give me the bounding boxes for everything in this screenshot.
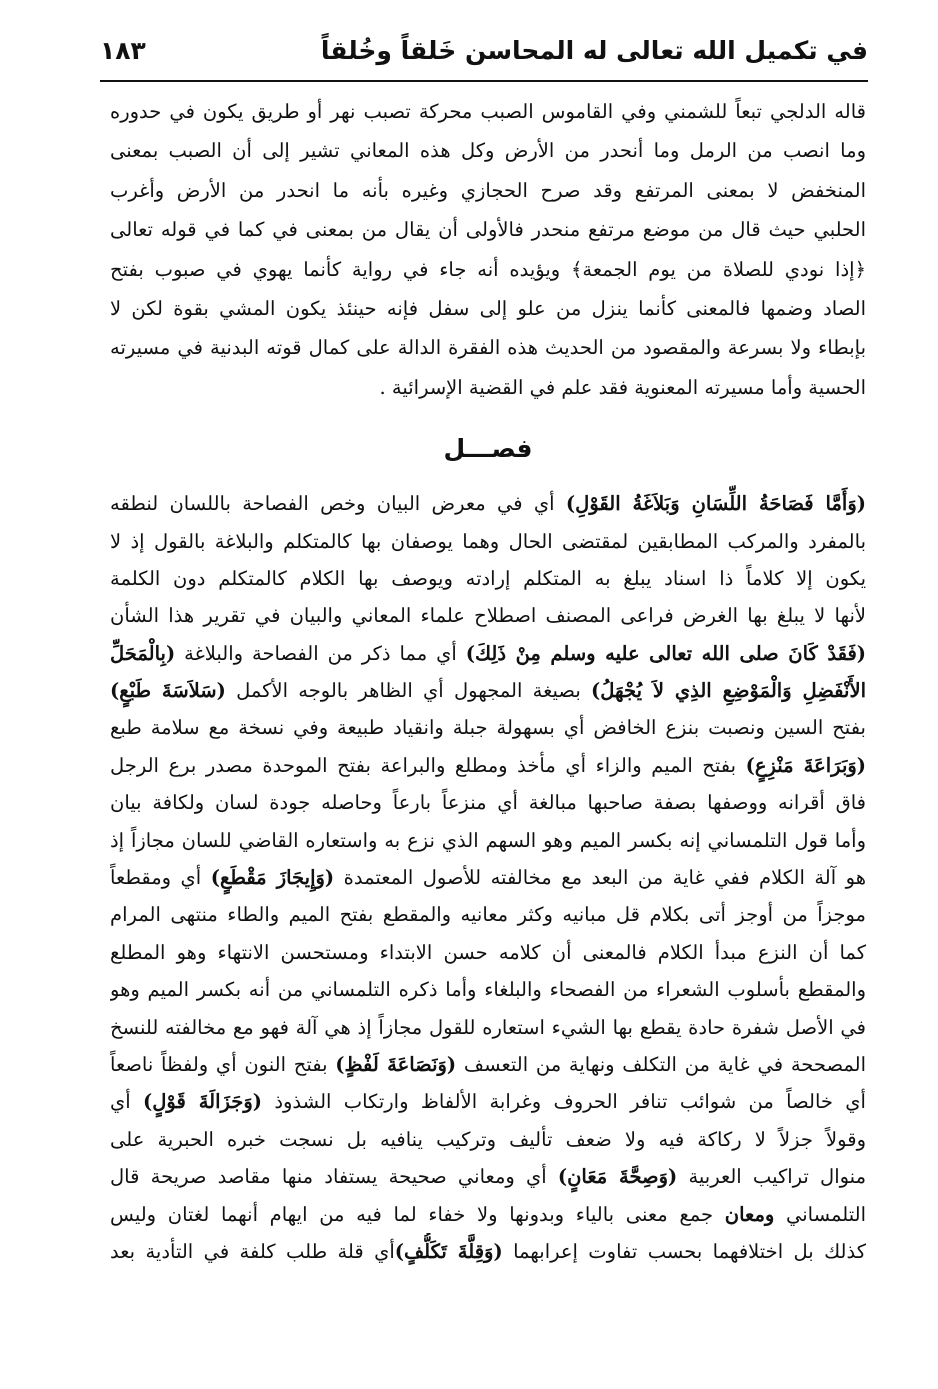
- text-line: قاله الدلجي تبعاً للشمني وفي القاموس الصبب محركة تصبب نهر أو طريق يكون في حدوره: [110, 100, 866, 123]
- commentary-text: أي قلة طلب كلفة في التأدية بعد: [110, 1239, 395, 1263]
- text-line: [110, 485, 866, 522]
- quoted-text: (وَنَصَاعَةَ لَفْظٍ): [335, 1052, 457, 1076]
- commentary-text: لأنها لا يبلغ بها الغرض فراعى المصنف اصطلاح علماء المعاني والبيان في تقرير هذا الشأن: [110, 604, 866, 628]
- text-line: [110, 896, 866, 933]
- commentary-text: فاق أقرانه ووصفها بصفة صاحبها مبالغة أي منزعاً بارعاً وحاصله جودة لسان ولكافة بيان: [110, 791, 866, 815]
- quoted-text: (سَلاَسَةَ طَبْعٍ): [110, 679, 226, 703]
- text-line: [110, 597, 866, 634]
- text-line: [110, 1046, 866, 1083]
- commentary-text: بفتح السين ونصبت بنزع الخافض أي بسهولة جبلة وانقياد طبيعة وفي نسخة مع سلامة طبع: [110, 716, 866, 740]
- quoted-text: (بِالْمَحَلِّ: [110, 641, 176, 665]
- commentary-text: موجزاً من أوجز أتى بكلام قل مبانيه وكثر معانيه والمقطع بفتح الميم والطاء منتهى المرام: [110, 903, 866, 927]
- page-number: ١٨٣: [100, 35, 146, 65]
- quoted-text: (وَقِلَّةَ تَكَلُّفٍ): [394, 1239, 503, 1263]
- section-heading: فصـــل: [443, 434, 533, 464]
- text-line: [110, 1233, 866, 1270]
- commentary-text: أي خالصاً من شوائب تنافر الحروف وغرابة الألفاظ وارتكاب الشذوذ: [262, 1090, 866, 1114]
- commentary-text: والمقطع بأسلوب الشعراء من الفصحاء والبلغاء وأما ذكره التلمساني من أنه بكسر الميم وهو: [110, 978, 866, 1002]
- text-line: [110, 672, 866, 709]
- quoted-text: (وَجَزَالَةَ قَوْلٍ): [143, 1090, 262, 1114]
- page-header: [100, 22, 868, 78]
- quoted-text: ومعان: [724, 1202, 775, 1226]
- quoted-text: الأَنْفَضِلِ وَالْمَوْضِعِ الذِي لاَ يُجْهَلُ): [591, 679, 866, 703]
- commentary-text: أي: [110, 1090, 144, 1114]
- commentary-text: بالمفرد والمركب المطابقين لمقتضى الحال وهما يوصفان بها كالمتكلم والبلاغة بالقول إذ لا: [110, 529, 866, 553]
- quoted-text: (وَصِحَّةَ مَعَانٍ): [557, 1165, 678, 1189]
- commentary-text: أي في معرض البيان وخص الفصاحة باللسان لنطقه: [110, 492, 566, 516]
- text-line: [110, 1083, 866, 1120]
- text-line: وما انصب من الرمل وما أنحدر من الأرض وكل هذه المعاني تشير إلى أن الصبب بمعنى: [110, 139, 866, 163]
- text-line: [110, 1121, 866, 1158]
- text-line: [110, 822, 866, 859]
- commentary-text: منوال تراكيب العربية: [677, 1165, 866, 1189]
- body-text: [110, 92, 866, 1270]
- commentary-text: بفتح النون أي ولفظاً ناصعاً: [110, 1052, 336, 1076]
- running-title: في تكميل الله تعالى له المحاسن خَلقاً وخُلقاً: [320, 35, 868, 65]
- commentary-text: بصيغة المجهول أي الظاهر بالوجه الأكمل: [225, 679, 592, 703]
- section-body: [110, 485, 866, 1270]
- commentary-text: وأما قول التلمساني إنه بكسر الميم وهو السهم الذي نزع به واستعاره القاضي للسان مجازاً إذ: [110, 828, 866, 852]
- commentary-text: في الأصل شفرة حادة يقطع بها الشيء استعاره للقول مجازاً إذ هي آلة فهو مع مخالفته للنسخ: [110, 1015, 866, 1039]
- commentary-text: كما أن النزع مبدأ الكلام فالمعنى أن كلامه حسن الابتداء ومستحسن الانتهاء وهو المطلع: [110, 940, 866, 964]
- text-line: [110, 523, 866, 560]
- commentary-text: جمع معنى بالياء وبدونها ولا خفاء لما فيه من ايهام أنهما لغتان وليس: [110, 1202, 725, 1226]
- text-line: بإبطاء ولا بسرعة والمقصود من الحديث هذه الفقرة الدالة على كمال قوته البدنية في مسيرته: [110, 336, 866, 360]
- text-line: الحسية وأما مسيرته المعنوية فقد علم في القضية الإسرائية .: [379, 375, 866, 399]
- text-line: المنخفض لا بمعنى المرتفع وقد صرح الحجازي وغيره بأنه ما انحدر من الأرض وأغرب: [110, 178, 866, 202]
- commentary-text: التلمساني: [774, 1202, 866, 1226]
- commentary-text: أي ومقطعاً: [110, 866, 211, 890]
- text-line: [110, 859, 866, 896]
- text-line: الحلبي حيث قال من موضع مرتفع منحدر فالأولى أن يقال من بمعنى في كما في قوله تعالى: [110, 218, 866, 242]
- text-line: [110, 560, 866, 597]
- text-line: [110, 1158, 866, 1195]
- commentary-text: يكون إلا كلاماً ذا اسناد يبلغ به المتكلم إرادته ويوصف بها الكلام كالمتكلم دون الكلمة: [110, 566, 866, 590]
- text-line: [110, 971, 866, 1008]
- text-line: الصاد وضمها فالمعنى كأنما ينزل من علو إلى سفل فإنه حينئذ يكون المشي بقوة لكن لا: [110, 296, 866, 320]
- header-rule: [100, 80, 868, 82]
- quoted-text: (وَإِيجَازَ مَقْطَعٍ): [210, 866, 335, 890]
- commentary-text: هو آلة الكلام ففي غاية من البعد مع مخالفته للأصول المعتمدة: [334, 866, 866, 890]
- commentary-text: كذلك بل اختلافهما بحسب تفاوت إعرابهما: [502, 1239, 866, 1263]
- text-line: [110, 1196, 866, 1233]
- commentary-text: وقولاً جزلاً لا ركاكة فيه ولا ضعف تأليف وتركيب ينافيه بل نسجت خبره الحبرية على: [110, 1127, 866, 1151]
- paragraph-continuation: [110, 92, 866, 407]
- text-line: [110, 709, 866, 746]
- commentary-text: المصححة في غاية من التكلف ونهاية من التعسف: [456, 1052, 866, 1076]
- text-line: [110, 1009, 866, 1046]
- commentary-text: أي ومعاني صحيحة يستفاد منها مقاصد صريحة قال: [110, 1165, 558, 1189]
- quoted-text: (وَأَمَّا فَصَاحَةُ اللِّسَانِ وَبَلاَغَةُ القَوْلِ): [565, 492, 866, 516]
- text-line: ﴿إذا نودي للصلاة من يوم الجمعة﴾ ويؤيده أنه جاء في رواية كأنما يهوي في صبوب بفتح: [110, 257, 866, 281]
- commentary-text: بفتح الميم والزاء أي مأخذ ومطلع والبراعة بفتح الموحدة مصدر برع الرجل: [110, 753, 746, 777]
- text-line: [110, 934, 866, 971]
- text-line: [110, 784, 866, 821]
- text-line: [110, 635, 866, 672]
- commentary-text: أي مما ذكر من الفصاحة والبلاغة: [175, 641, 466, 665]
- text-line: [110, 747, 866, 784]
- quoted-text: (وَبَرَاعَةَ مَنْزِعٍ): [745, 753, 866, 777]
- quoted-text: (فَقَدْ كَانَ صلى الله تعالى عليه وسلم مِنْ ذَلِكَ): [465, 641, 866, 665]
